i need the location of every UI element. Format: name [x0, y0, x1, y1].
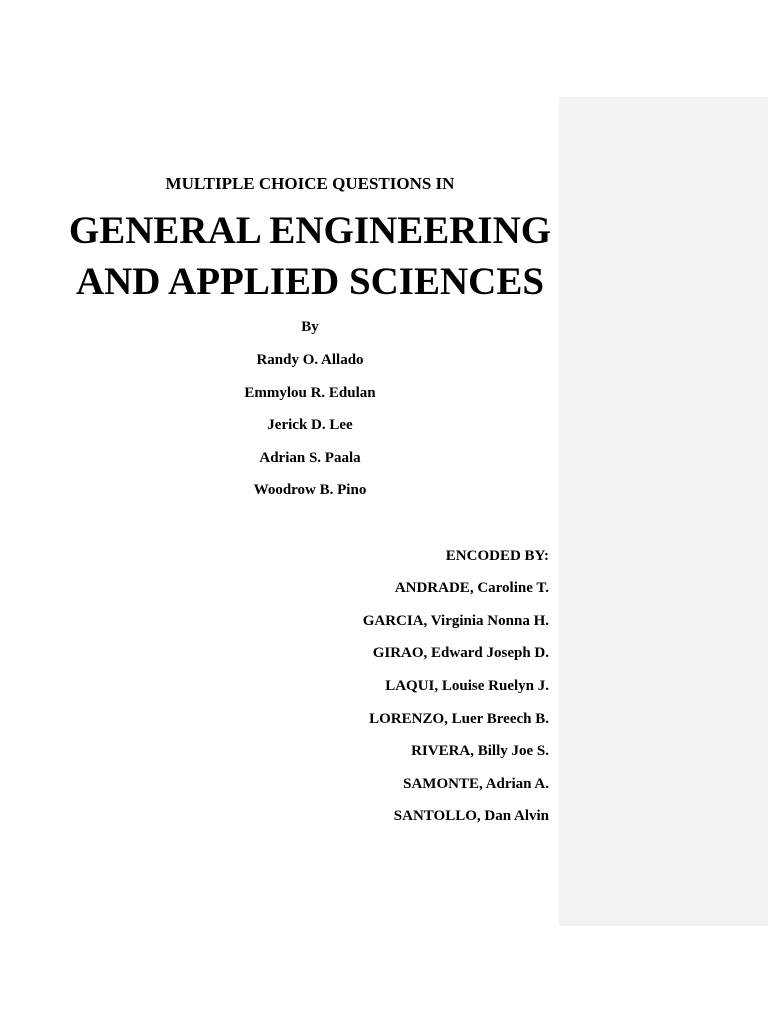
document-subtitle: MULTIPLE CHOICE QUESTIONS IN [165, 174, 455, 193]
author-name: Emmylou R. Edulan [244, 385, 376, 401]
encoder-name: LORENZO, Luer Breech B. [369, 711, 549, 727]
document-title-line-1: GENERAL ENGINEERING [68, 209, 552, 252]
by-label: By [301, 319, 319, 335]
document-title-line-2: AND APPLIED SCIENCES [75, 260, 545, 303]
encoder-name: LAQUI, Louise Ruelyn J. [385, 678, 549, 694]
author-name: Woodrow B. Pino [253, 482, 367, 498]
encoder-name: ANDRADE, Caroline T. [394, 580, 549, 596]
author-name: Jerick D. Lee [267, 417, 353, 433]
encoder-name: SANTOLLO, Dan Alvin [393, 808, 549, 824]
author-name: Adrian S. Paala [259, 450, 361, 466]
encoder-name: SAMONTE, Adrian A. [403, 776, 549, 792]
encoded-by-label: ENCODED BY: [445, 548, 549, 564]
encoder-name: RIVERA, Billy Joe S. [411, 743, 549, 759]
encoder-name: GIRAO, Edward Joseph D. [372, 645, 549, 661]
encoder-name: GARCIA, Virginia Nonna H. [362, 613, 549, 629]
author-name: Randy O. Allado [256, 352, 364, 368]
comment-margin-pane [559, 97, 768, 926]
